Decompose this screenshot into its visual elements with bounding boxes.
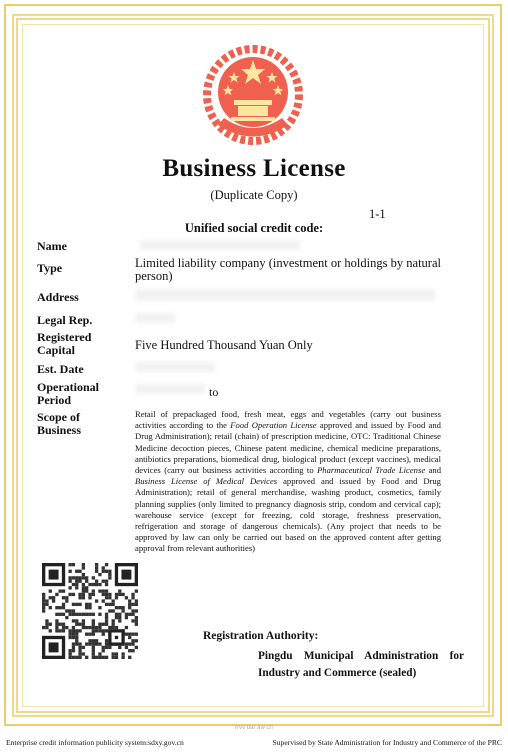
registered-capital-value: Five Hundred Thousand Yuan Only bbox=[135, 338, 313, 352]
watermark-text: rrvv bar aw cn bbox=[235, 725, 273, 731]
legal-rep-label: Legal Rep. bbox=[37, 313, 93, 327]
name-label: Name bbox=[37, 239, 67, 253]
est-date-label: Est. Date bbox=[37, 362, 84, 376]
address-label: Address bbox=[37, 290, 79, 304]
scope-of-business-text bbox=[135, 409, 441, 555]
qr-code bbox=[42, 563, 138, 659]
scope-segment: Pharmaceutical Trade License bbox=[317, 465, 426, 476]
operational-period-to: to bbox=[209, 385, 219, 399]
scope-segment: approved and issued by Food and Drug Administration); retail of general merchandise, washing product, cosmetics, family planning supplies (only limited to pregnancy diagnosis strip, condom and cervical cap); warehouse service (except for freezing, cold storage, freshness preservation, refrigeration and storage of dangerous chemicals). (Any project that needs to be approved by law can only be carried out based on the approved content after getting approval from relevant authorities) bbox=[135, 476, 441, 554]
registered-capital-label: Registered Capital bbox=[37, 330, 92, 357]
scope-segment: Business License of Medical Devices bbox=[135, 476, 278, 487]
footer-supervisor: Supervised by State Administration for Industry and Commerce of the PRC bbox=[272, 738, 502, 747]
address-value-redacted bbox=[135, 289, 435, 301]
credit-code-label: Unified social credit code: bbox=[184, 221, 324, 235]
scope-segment: and bbox=[425, 465, 442, 476]
scope-segment: approved and issued by Food and Drug Administration); retail (chain) of prescription medicine, OTC: Traditional Chinese Medicine decoction pieces, Chinese patent medicine, chemical medicine preparations, antibiotics preparations, biomedical drug, biological product (except vaccines), medical devices (carry out business activities according to bbox=[135, 420, 441, 476]
national-emblem-icon bbox=[198, 40, 308, 150]
type-label: Type bbox=[37, 261, 63, 275]
type-value: Limited liability company (investment or holdings by natural person) bbox=[135, 256, 441, 283]
document-subtitle: (Duplicate Copy) bbox=[210, 188, 298, 202]
scope-segment: Retail of prepackaged food, fresh meat, eggs and vegetables (carry out business activities according to the bbox=[135, 409, 441, 431]
registration-authority-label: Registration Authority: bbox=[203, 630, 319, 642]
operational-period-label: Operational Period bbox=[37, 380, 99, 407]
est-date-value-redacted bbox=[135, 362, 215, 372]
footer-publicity-system: Enterprise credit information publicity system:sdxy.gov.cn bbox=[6, 738, 184, 747]
name-value-redacted bbox=[140, 240, 300, 250]
scope-label: Scope of Business bbox=[37, 410, 82, 437]
operational-period-start-redacted bbox=[135, 384, 205, 394]
copy-number: 1-1 bbox=[369, 207, 386, 221]
document-title: Business License bbox=[162, 155, 346, 182]
registration-authority-name: Pingdu Municipal Administration for Industry and Commerce (sealed) bbox=[258, 650, 464, 679]
scope-segment: Food Operation License bbox=[230, 420, 317, 431]
legal-rep-value-redacted bbox=[135, 313, 175, 323]
